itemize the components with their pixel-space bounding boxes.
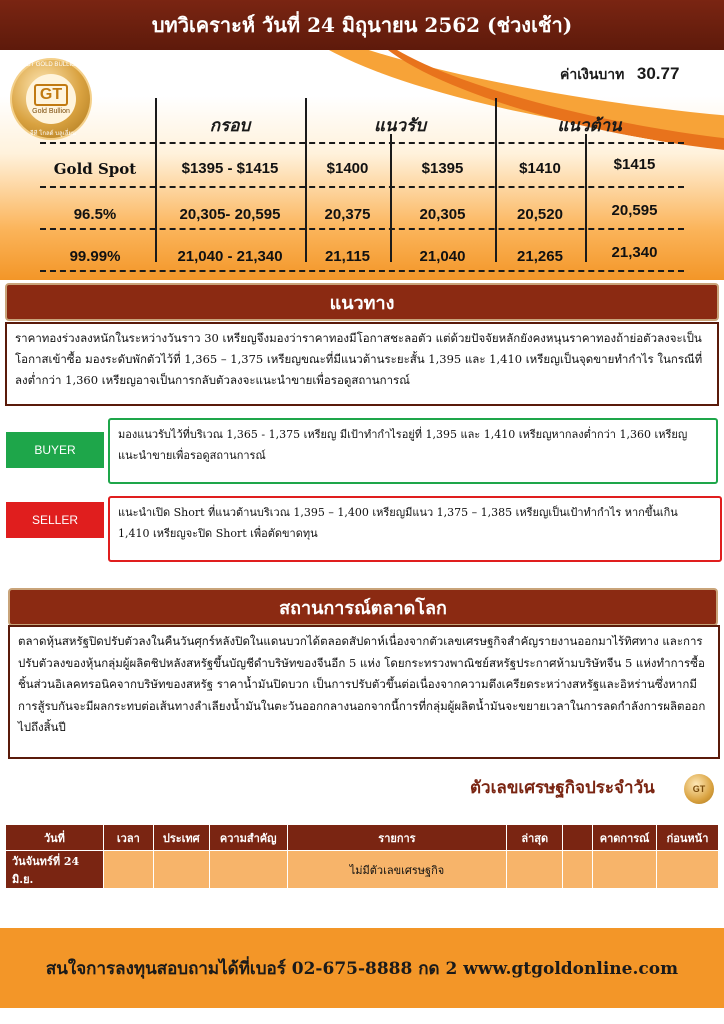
buyer-label: BUYER — [34, 443, 76, 457]
seller-text: แนะนำเปิด Short ที่แนวต้านบริเวณ 1,395 – 1,400 เหรียญมีแนว 1,375 – 1,385 เหรียญเป็นเป้าทำกำไร หากขึ้นเกิน 1,410 เหรียญจะปิด Short เพื่อตัดขาดทุน — [118, 506, 678, 540]
cell-range: 20,305- 20,595 — [179, 206, 281, 223]
cell-item: ไม่มีตัวเลขเศรษฐกิจ — [287, 851, 507, 889]
cell-resistance-1: 20,520 — [517, 206, 563, 223]
col-importance: ความสำคัญ — [209, 825, 287, 851]
row-label: Gold Spot — [53, 160, 137, 178]
cell-support-2: 21,040 — [419, 248, 466, 265]
table-row — [40, 152, 684, 188]
cell-support-1: 20,375 — [324, 206, 371, 223]
world-text-box — [8, 625, 720, 759]
cell-forecast — [593, 851, 657, 889]
col-time: เวลา — [103, 825, 153, 851]
exchange-rate-label: ค่าเงินบาท — [560, 66, 625, 82]
cell-resistance-1: 21,265 — [517, 248, 563, 265]
buyer-box — [108, 418, 718, 484]
row-label: 99.99% — [69, 248, 121, 265]
cell-range: $1395 - $1415 — [181, 160, 279, 177]
logo-ring-bottom: จีที โกลด์ บลูเลี่ยน — [29, 131, 77, 137]
table-rule — [40, 186, 684, 188]
world-text: ตลาดหุ้นสหรัฐปิดปรับตัวลงในคืนวันศุกร์หลังปิดในแดนบวกได้ตลอดสัปดาห์เนื่องจากตัวเลขเศรษฐกิจสำคัญรายงานออกมาไร้ทิศทาง และการปรับตัวลงของหุ้นกลุ่มผู้ผลิตชิปหลังสหรัฐขึ้นบัญชีดำบริษัทของจีนอีก 5 แห่ง โดยกระทรวงพาณิชย์สหรัฐประกาศห้ามบริษัทจีน 5 แห่งทำการซื้อชิ้นส่วนอิเลคทรอนิคจากบริษัทของสหรัฐ ราคาน้ำมันปิดบวก เป็นการปรับตัวขึ้นต่อเนื่องจากความตึงเครียดระหว่างสหรัฐและอิหร่านซึ่งหากมีการสู้รบกันจะมีผลกระทบต่อเส้นทางลำเลียงน้ำมันในตะวันออกกลางนอกจากนี้การที่กลุ่มผู้ผลิตน้ำมันจะขยายเวลาในการลดกำลังการผลิตออกไปถึงสิ้นปี — [18, 634, 706, 734]
footer-text: สนใจการลงทุนสอบถามได้ที่เบอร์ 02-675-8888 กด 2 www.gtgoldonline.com — [45, 958, 679, 979]
cell-blank — [563, 851, 593, 889]
world-title-bar — [8, 588, 718, 626]
table-row — [6, 851, 719, 889]
table-rule — [40, 270, 684, 272]
buyer-text: มองแนวรับไว้ที่บริเวณ 1,365 - 1,375 เหรียญ มีเป้าทำกำไรอยู่ที่ 1,395 และ 1,410 เหรียญหากลงต่ำกว่า 1,360 เหรียญแนะนำขายเพื่อรอดูสถานการณ์ — [118, 428, 688, 462]
cell-support-2: 20,305 — [419, 206, 466, 223]
cell-resistance-2: 20,595 — [611, 202, 658, 219]
buyer-tag — [6, 432, 104, 468]
guide-text: ราคาทองร่วงลงหนักในระหว่างวันราว 30 เหรียญจึงมองว่าราคาทองมีโอกาสชะลอตัว แต่ด้วยปัจจัยหลักยังคงหนุนราคาทองถ้าย่อตัวลงจะเป็นโอกาสเข้าซื้อ มองระดับพักตัวไว้ที่ 1,365 – 1,375 เหรียญขณะที่มีแนวต้านระยะสั้น 1,395 และ 1,410 เหรียญเป็นจุดขายทำกำไร ในกรณีที่ลงต่ำกว่า 1,360 เหรียญอาจเป็นการกลับตัวลงจะแนะนำขายเพื่อรอดูสถานการณ์ — [15, 331, 703, 387]
table-rule — [40, 228, 684, 230]
gt-logo — [10, 58, 92, 140]
logo-mark: GT — [34, 84, 68, 106]
page-title: บทวิเคราะห์ วันที่ 24 มิถุนายน 2562 (ช่วงเช้า) — [151, 13, 573, 37]
page-header — [0, 0, 724, 50]
guide-title: แนวทาง — [329, 292, 395, 314]
cell-previous — [657, 851, 719, 889]
exchange-rate — [560, 64, 679, 86]
cell-importance — [209, 851, 287, 889]
cell-support-1: $1400 — [326, 160, 369, 177]
cell-resistance-2: 21,340 — [611, 244, 658, 261]
row-label: 96.5% — [73, 206, 117, 223]
seller-tag — [6, 502, 104, 538]
logo-ring-top: GT GOLD BULLION — [25, 62, 81, 68]
seller-box — [108, 496, 722, 562]
col-previous: ก่อนหน้า — [657, 825, 719, 851]
col-latest: ล่าสุด — [507, 825, 563, 851]
table-rule — [40, 142, 684, 144]
guide-text-box — [5, 322, 719, 406]
cell-resistance-2: $1415 — [613, 156, 656, 173]
econ-logo: GT — [684, 774, 714, 804]
logo-sub: Gold Bullion — [32, 107, 70, 115]
cell-latest — [507, 851, 563, 889]
col-country: ประเทศ — [153, 825, 209, 851]
cell-date: วันจันทร์ที่ 24 มิ.ย. — [6, 851, 104, 889]
cell-support-1: 21,115 — [324, 248, 371, 265]
col-forecast: คาดการณ์ — [593, 825, 657, 851]
econ-header-row — [6, 825, 719, 851]
col-blank — [563, 825, 593, 851]
econ-title: ตัวเลขเศรษฐกิจประจำวัน — [470, 778, 655, 798]
exchange-rate-value: 30.77 — [636, 64, 680, 83]
col-date: วันที่ — [6, 825, 104, 851]
world-title: สถานการณ์ตลาดโลก — [279, 597, 447, 619]
footer-contact — [0, 928, 724, 1008]
col-item: รายการ — [287, 825, 507, 851]
econ-table — [5, 824, 719, 889]
cell-country — [153, 851, 209, 889]
header-support: แนวรับ — [373, 116, 427, 136]
cell-support-2: $1395 — [421, 160, 464, 177]
cell-range: 21,040 - 21,340 — [177, 248, 283, 265]
header-range: กรอบ — [209, 116, 251, 136]
cell-time — [103, 851, 153, 889]
header-resistance: แนวต้าน — [557, 116, 622, 136]
cell-resistance-1: $1410 — [519, 160, 561, 177]
seller-label: SELLER — [31, 513, 79, 527]
guide-title-bar — [5, 283, 719, 321]
